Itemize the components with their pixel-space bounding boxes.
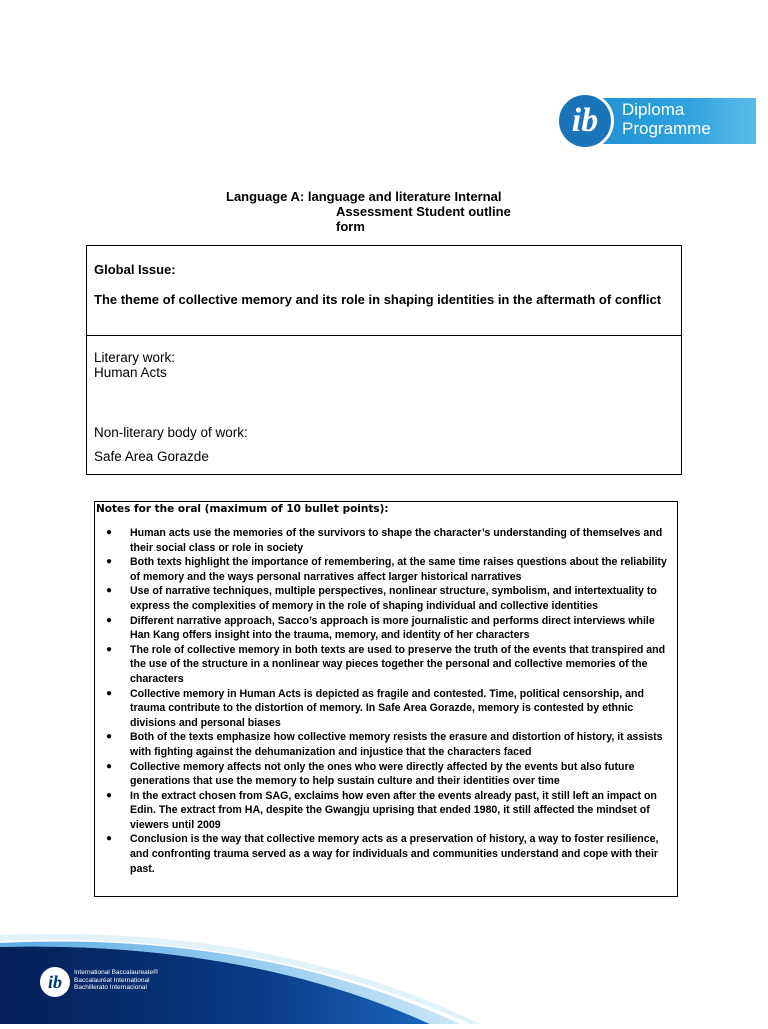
literary-work-label: Literary work: bbox=[94, 350, 176, 365]
global-issue-label: Global Issue: bbox=[94, 262, 176, 277]
bullet-icon: ● bbox=[106, 527, 113, 538]
bullet-icon: ● bbox=[106, 614, 113, 626]
bullet-icon: ● bbox=[106, 643, 113, 655]
bullet-icon: ● bbox=[106, 687, 113, 699]
bullet-icon: ● bbox=[106, 760, 113, 772]
list-item: ● Both texts highlight the importance of remembering, at the same time raises questions about the reliability of memory and the ways personal narratives affect larger historical narratives bbox=[106, 556, 667, 583]
logo-text bbox=[622, 100, 711, 138]
list-item: ● Use of narrative techniques, multiple perspectives, nonlinear structure, symbolism, and intertextuality to express the complexities of memory in the role of shaping individual and collective identities bbox=[106, 585, 657, 612]
global-issue-section bbox=[87, 246, 681, 336]
list-item: ● Different narrative approach, Sacco’s approach is more journalistic and performs direct interviews while Han Kang offers insight into the trauma, memory, and identity of her characters bbox=[106, 614, 655, 642]
ib-organisation-names bbox=[74, 969, 158, 992]
notes-title: Notes for the oral (maximum of 10 bullet points): bbox=[96, 503, 389, 515]
ib-footer-logo-icon: ib bbox=[40, 967, 70, 997]
logo-line-diploma: Diploma bbox=[622, 100, 685, 119]
list-item: ● Collective memory in Human Acts is depicted as fragile and contested. Time, political censorship, and trauma contribute to the distortion of memory. In Safe Area Gorazde, memory is contested by ethnic divisions and personal biases bbox=[106, 687, 644, 729]
org-name-es: Bachillerato Internacional bbox=[74, 984, 147, 991]
title-line-2: Assessment Student outline bbox=[336, 204, 511, 219]
bullet-icon: ● bbox=[106, 556, 113, 568]
list-item: ● Conclusion is the way that collective memory acts as a preservation of history, a way to foster resilience, and confronting trauma served as a way for individuals and communities understand and cope with their past. bbox=[106, 833, 659, 875]
list-item: ● Both of the texts emphasize how collective memory resists the erasure and distortion of history, it assists with fighting against the dehumanization and injustice that the characters faced bbox=[106, 731, 663, 758]
bullet-icon: ● bbox=[106, 833, 113, 845]
list-item: ● Human acts use the memories of the survivors to shape the character’s understanding of themselves and their social class or role in society bbox=[106, 527, 663, 554]
ib-diploma-logo bbox=[556, 92, 756, 150]
list-item: ● Collective memory affects not only the ones who were directly affected by the events but also future generations that use the memory to help sustain culture and their identities over time bbox=[106, 760, 635, 788]
title-line-1: Language A: language and literature Internal bbox=[226, 189, 502, 204]
list-item: ● In the extract chosen from SAG, exclaims how even after the events already past, it still left an impact on Edin. The extract from HA, despite the Gwangju uprising that ended 1980, it still affected the mindset of viewers until 2009 bbox=[106, 789, 657, 831]
non-literary-work-value: Safe Area Gorazde bbox=[94, 449, 209, 464]
title-line-3: form bbox=[336, 219, 365, 234]
footer-banner bbox=[0, 925, 768, 1024]
list-item: ● The role of collective memory in both texts are used to preserve the truth of the events that transpired and the use of the structure in a nonlinear way pieces together the personal and collective memories of the characters bbox=[106, 643, 666, 685]
outline-box bbox=[86, 245, 682, 475]
bullet-icon: ● bbox=[106, 731, 113, 743]
notes-list bbox=[95, 526, 677, 876]
page-title bbox=[226, 189, 546, 234]
bullet-icon: ● bbox=[106, 585, 113, 597]
org-name-fr: Baccalauréat International bbox=[74, 976, 150, 984]
works-section bbox=[87, 336, 681, 464]
literary-work-value: Human Acts bbox=[94, 365, 167, 380]
global-issue-text: The theme of collective memory and its role in shaping identities in the aftermath of conflict bbox=[94, 292, 662, 307]
ib-logo-icon: ib bbox=[556, 92, 614, 150]
logo-line-programme: Programme bbox=[622, 119, 711, 138]
org-name-en: International Baccalaureate® bbox=[74, 969, 158, 976]
non-literary-work-label: Non-literary body of work: bbox=[94, 425, 248, 440]
notes-box bbox=[94, 501, 678, 897]
bullet-icon: ● bbox=[106, 789, 113, 801]
